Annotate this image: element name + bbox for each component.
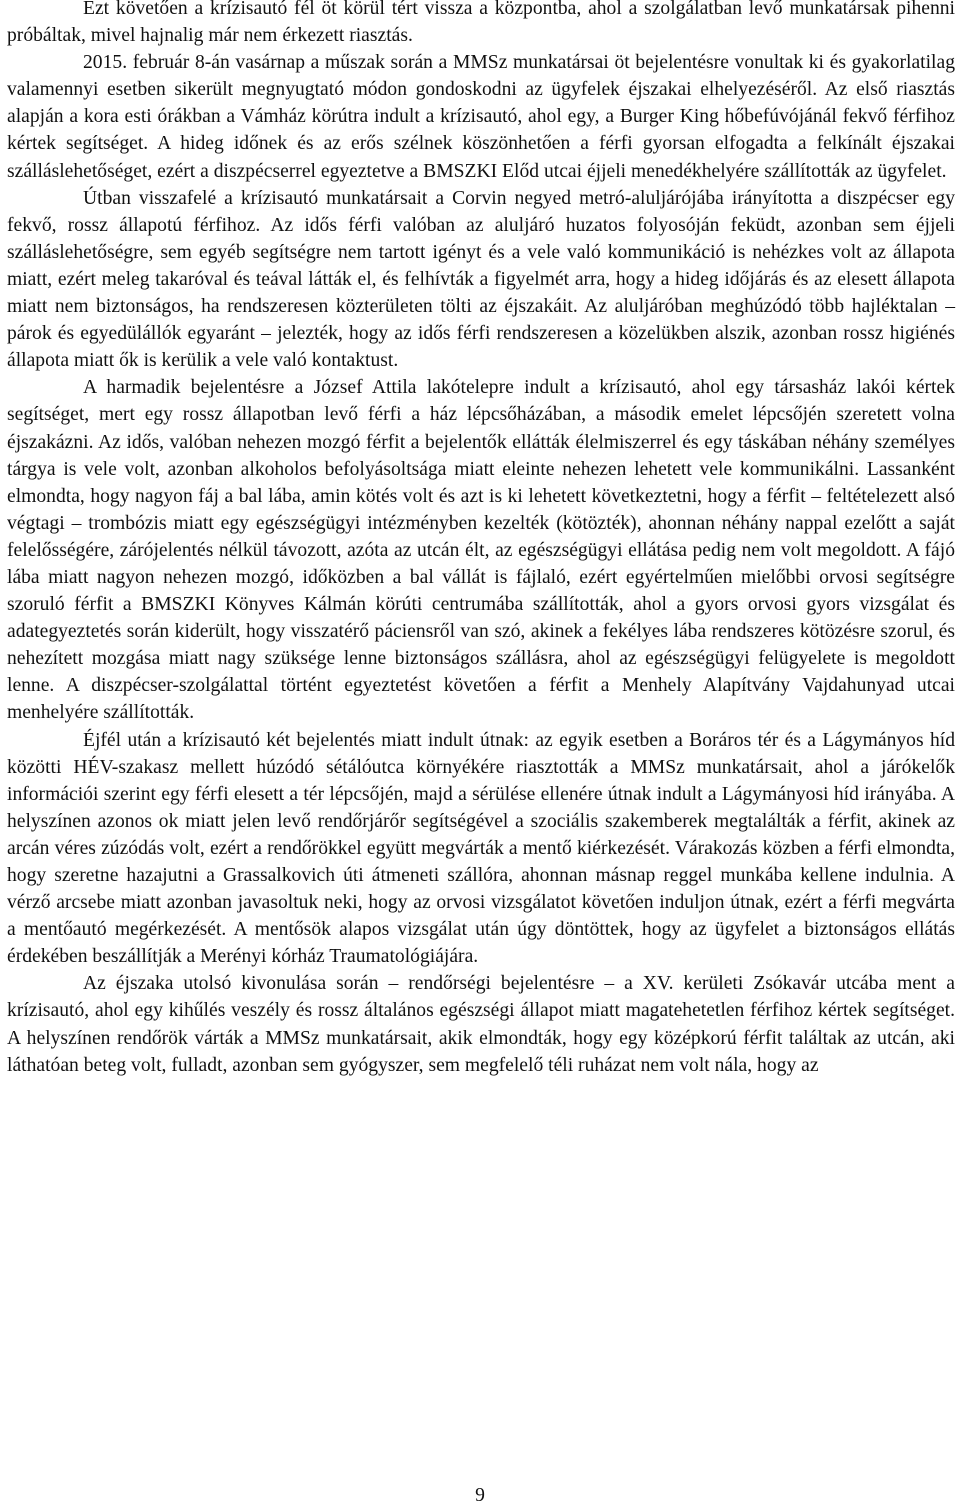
paragraph: A harmadik bejelentésre a József Attila lakótelepre indult a krízisautó, ahol egy társasház lakói kértek segítséget, mert egy rossz állapotban levő férfi a ház lépcsőházában, a második emelet lépcsőjén szeretett volna éjszakázni. Az idős, valóban nehezen mozgó férfit a bejelentők ellátták élelmiszerrel és egy táskában néhány személyes tárgya is vele volt, azonban alkoholos befolyásoltsága miatt eleinte nehezen lehetett vele kommunikálni. Lassanként elmondta, hogy nagyon fáj a bal lába, amin kötés volt és azt is ki lehetett következtetni, hogy a férfit – feltételezett alsó végtagi – trombózis miatt egy egészségügyi intézményben kezelték (kötözték), ahonnan néhány nappal ezelőtt a saját felelősségére, zárójelentés nélkül távozott, azóta az utcán élt, az egészségügyi ellátása pedig nem volt megoldott. A fájó lába miatt nagyon nehezen mozgó, időközben a bal vállát is fájlaló, ezért egyértelműen mielőbbi orvosi segítségre szoruló férfit a BMSZKI Könyves Kálmán körúti centrumába szállították, ahol a gyors orvosi gyors vizsgálat és adategyeztetés során kiderült, hogy visszatérő páciensről van szó, akinek a fekélyes lába rendszeres kötözésre szorul, és nehezített mozgása miatt nagy szüksége lenne biztonságos szállásra, ahol az egészségügyi felügyelete is megoldott lenne. A diszpécser-szolgálattal történt egyeztetést követően a férfit a Menhely Alapítvány Vajdahunyad utcai menhelyére szállították. [7, 377, 955, 724]
body-text [7, 0, 955, 1079]
paragraph: 2015. február 8-án vasárnap a műszak során a MMSz munkatársai öt bejelentésre vonultak ki és gyakorlatilag valamennyi esetben sikerült megnyugtató módon gondoskodni az ügyfelek éjszakai elhelyezéséről. Az első riasztás alapján a kora esti órákban a Vámház körútra indult a krízisautó, ahol egy, a Burger King hőbefúvójánál fekvő férfihoz kértek segítséget. A hideg időnek és az erős szélnek köszönhetően a férfi gyorsan elfogadta a felkínált éjszakai szálláslehetőséget, ezért a diszpécserrel egyeztetve a BMSZKI Előd utcai éjjeli menedékhelyére szállították az ügyfelet. [7, 52, 955, 182]
paragraph: Ezt követően a krízisautó fél öt körül tért vissza a központba, ahol a szolgálatban levő munkatársak pihenni próbáltak, mivel hajnalig már nem érkezett riasztás. [7, 0, 955, 47]
paragraph: Útban visszafelé a krízisautó munkatársait a Corvin negyed metró-aluljárójába irányította a diszpécser egy fekvő, rossz állapotú férfihoz. Az idős férfi valóban az aluljáró huzatos folyosóján feküdt, azonban sem éjjeli szálláslehetőségre, sem egyéb segítségre nem tartott igényt és a vele való kommunikáció is nehézkes volt az állapota miatt, ezért meleg takaróval és teával látták el, és felhívták a figyelmét arra, hogy a hideg időjárás és az elesett állapota miatt nem biztonságos, ha rendszeresen közterületen tölti az éjszakáit. Az aluljáróban meghúzódó több hajléktalan – párok és egyedülállók egyaránt – jelezték, hogy az idős férfi rendszeresen a közelükben alszik, azonban rossz higiénés állapota miatt ők is kerülik a vele való kontaktust. [7, 187, 955, 372]
page-number: 9 [475, 1485, 485, 1506]
paragraph: Az éjszaka utolsó kivonulása során – rendőrségi bejelentésre – a XV. kerületi Zsókavár utcába ment a krízisautó, ahol egy kihűlés veszély és rossz általános egészségi állapot miatt magatehetetlen férfihoz kértek segítséget. A helyszínen rendőrök várták a MMSz munkatársait, akik elmondták, hogy egy középkorú férfit találtak az utcán, aki láthatóan beteg volt, fulladt, azonban sem gyógyszer, sem megfelelő téli ruházat nem volt nála, hogy az [7, 973, 955, 1076]
paragraph: Éjfél után a krízisautó két bejelentés miatt indult útnak: az egyik esetben a Boráros tér és a Lágymányos híd közötti HÉV-szakasz mellett húzódó sétálóutca környékére riasztották a MMSz munkatársait, ahol a járókelők információi szerint egy férfi elesett a tér lépcsőjén, majd a sérülése ellenére útnak indult a Lágymányosi híd irányába. A helyszínen azonos ok miatt jelen levő rendőrjárőr segítségével a szociális szakemberek megtalálták a férfit, akinek az arcán véres zúzódás volt, ezért a rendőrökkel együtt megvárták a mentő kiérkezését. Várakozás közben a férfi elmondta, hogy szeretne hazajutni a Grassalkovich úti átmeneti szállóra, ahonnan másnap reggel munkába kellene indulnia. A vérző arcsebe miatt azonban javasoltuk neki, hogy az orvosi vizsgálatot követően induljon útnak, ezért a férfi megvárta a mentőautó megérkezését. A mentősök alapos vizsgálat után úgy döntöttek, hogy az ügyfelet a biztonságos ellátás érdekében beszállítják a Merényi kórház Traumatológiájára. [7, 729, 955, 968]
